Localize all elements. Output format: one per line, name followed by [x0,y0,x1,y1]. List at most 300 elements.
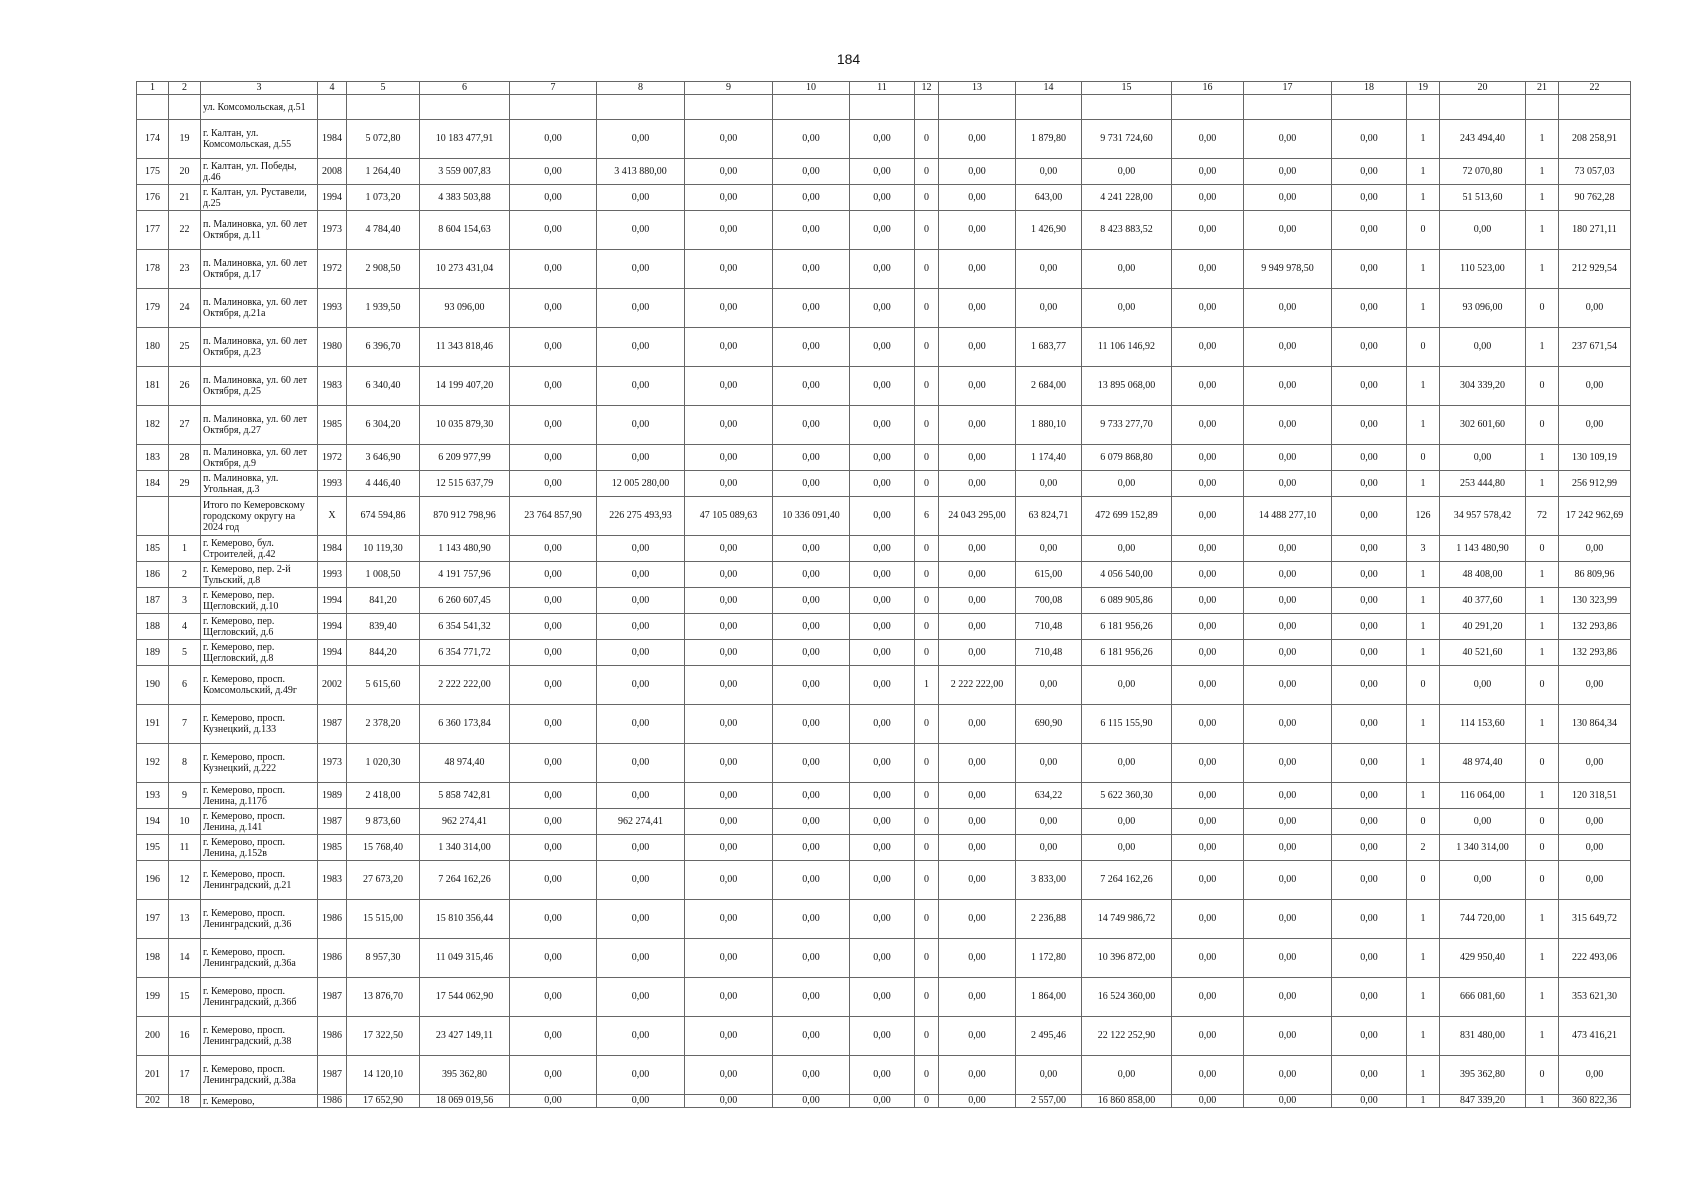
table-cell: 93 096,00 [1440,289,1526,328]
table-cell: 0,00 [1172,705,1244,744]
table-row [137,809,1631,835]
table-cell: 0,00 [1244,666,1332,705]
table-cell: 0,00 [1016,1056,1082,1095]
table-cell: 0,00 [685,588,773,614]
address-cell: п. Малиновка, ул. 60 лет Октября, д.11 [201,211,318,250]
table-cell: 1 [1526,640,1559,666]
table-cell: 1 [1526,159,1559,185]
table-cell: 73 057,03 [1559,159,1631,185]
table-cell: 40 521,60 [1440,640,1526,666]
table-cell: 186 [137,562,169,588]
address-cell: г. Кемерово, пер. 2-й Тульский, д.8 [201,562,318,588]
table-cell: 192 [137,744,169,783]
table-cell: 34 957 578,42 [1440,497,1526,536]
table-cell: 0,00 [510,120,597,159]
table-cell: 17 652,90 [347,1095,420,1108]
address-cell: п. Малиновка, ул. 60 лет Октября, д.17 [201,250,318,289]
table-cell: 0,00 [597,445,685,471]
table-cell: 180 271,11 [1559,211,1631,250]
address-cell: г. Кемерово, просп. Ленинградский, д.36 [201,900,318,939]
table-cell: 615,00 [1016,562,1082,588]
table-cell: 0 [915,536,939,562]
column-number: 10 [773,82,850,95]
table-cell: 0,00 [773,1095,850,1108]
table-cell: 0,00 [850,666,915,705]
table-cell: 15 810 356,44 [420,900,510,939]
table-cell: 27 [169,406,201,445]
table-cell: 0,00 [1172,367,1244,406]
table-cell: 0,00 [1082,289,1172,328]
table-cell: 237 671,54 [1559,328,1631,367]
table-cell: 0,00 [939,978,1016,1017]
table-cell: 130 109,19 [1559,445,1631,471]
table-cell: 0,00 [850,445,915,471]
table-cell: 0,00 [1016,809,1082,835]
table-cell: 6 360 173,84 [420,705,510,744]
table-cell: 0,00 [1332,978,1407,1017]
table-cell: 6 [169,666,201,705]
table-cell: 0,00 [773,328,850,367]
table-cell: 16 860 858,00 [1082,1095,1172,1108]
table-cell: 1 [1407,744,1440,783]
address-cell: г. Кемерово, пер. Щегловский, д.10 [201,588,318,614]
table-cell: 0,00 [1332,250,1407,289]
table-cell: 0,00 [597,1017,685,1056]
table-cell: 0,00 [510,861,597,900]
table-row [137,783,1631,809]
table-cell: 4 191 757,96 [420,562,510,588]
table-cell: 86 809,96 [1559,562,1631,588]
table-cell: 0,00 [685,445,773,471]
table-cell: 0,00 [685,1017,773,1056]
table-cell: 1 [1526,588,1559,614]
table-cell: 0,00 [1332,861,1407,900]
table-cell: 1 [1407,783,1440,809]
table-cell: 4 446,40 [347,471,420,497]
table-cell: 0,00 [510,536,597,562]
table-cell: 710,48 [1016,640,1082,666]
address-cell: г. Кемерово, просп. Комсомольский, д.49г [201,666,318,705]
table-row [137,367,1631,406]
table-cell: 0 [1526,861,1559,900]
table-cell: 0,00 [850,367,915,406]
column-number: 6 [420,82,510,95]
table-cell: 191 [137,705,169,744]
table-cell: 1 [1407,939,1440,978]
address-cell: г. Кемерово, просп. Ленина, д.152в [201,835,318,861]
table-cell: 1 [1526,705,1559,744]
table-cell: 0,00 [1172,185,1244,211]
table-cell: 0,00 [773,640,850,666]
table-cell: 10 035 879,30 [420,406,510,445]
address-cell: п. Малиновка, ул. 60 лет Октября, д.9 [201,445,318,471]
table-cell: 4 [169,614,201,640]
table-cell: 0,00 [510,939,597,978]
table-cell: 0,00 [773,445,850,471]
table-cell: 176 [137,185,169,211]
table-cell: 0,00 [1016,666,1082,705]
table-cell: 0,00 [1016,159,1082,185]
table-cell: 0,00 [685,900,773,939]
table-cell: 1 426,90 [1016,211,1082,250]
column-number: 22 [1559,82,1631,95]
table-cell: 47 105 089,63 [685,497,773,536]
table-cell [137,95,169,120]
table-cell: 8 423 883,52 [1082,211,1172,250]
table-cell: 0,00 [1440,328,1526,367]
table-row [137,588,1631,614]
address-cell: г. Кемерово, [201,1095,318,1108]
table-cell: 180 [137,328,169,367]
table-cell: 0 [915,120,939,159]
table-cell: 0,00 [1559,367,1631,406]
table-cell: 844,20 [347,640,420,666]
table-cell: 0,00 [685,809,773,835]
table-cell: 0,00 [1244,562,1332,588]
table-cell: 0,00 [597,1095,685,1108]
table-row [137,445,1631,471]
address-cell: г. Кемерово, пер. Щегловский, д.6 [201,614,318,640]
table-cell: 7 264 162,26 [1082,861,1172,900]
table-cell: 193 [137,783,169,809]
table-cell: 1 [1407,705,1440,744]
table-cell: 0,00 [1244,614,1332,640]
table-cell: 0 [915,809,939,835]
table-cell: 0,00 [685,1095,773,1108]
table-cell: 0,00 [510,211,597,250]
table-cell: 6 [915,497,939,536]
table-cell: 0,00 [685,471,773,497]
table-cell: 870 912 798,96 [420,497,510,536]
table-cell: 8 604 154,63 [420,211,510,250]
table-cell: 0,00 [850,289,915,328]
table-cell: 0,00 [850,406,915,445]
table-cell: 0,00 [773,471,850,497]
table-cell: 17 [169,1056,201,1095]
table-cell: 0 [915,744,939,783]
table-cell: 0,00 [685,939,773,978]
table-row [137,861,1631,900]
table-cell: 5 615,60 [347,666,420,705]
table-row [137,835,1631,861]
table-cell [1016,95,1082,120]
table-cell: 0,00 [1440,861,1526,900]
table-cell: 1984 [318,120,347,159]
table-cell: 4 383 503,88 [420,185,510,211]
table-cell: 0,00 [773,159,850,185]
table-cell: 0,00 [597,744,685,783]
table-cell: 21 [169,185,201,211]
table-cell: 0,00 [597,835,685,861]
table-cell: 17 544 062,90 [420,978,510,1017]
table-cell: 1 [1407,471,1440,497]
table-cell: 0,00 [773,250,850,289]
table-cell: 1 [1526,445,1559,471]
table-cell: 0 [1407,861,1440,900]
table-cell: 0,00 [510,1095,597,1108]
table-cell: 472 699 152,89 [1082,497,1172,536]
table-cell [510,95,597,120]
table-cell: 0,00 [1332,159,1407,185]
table-cell: 0,00 [773,289,850,328]
table-cell: 0,00 [850,835,915,861]
table-cell: 302 601,60 [1440,406,1526,445]
table-cell: 1 880,10 [1016,406,1082,445]
address-cell: г. Кемерово, пер. Щегловский, д.8 [201,640,318,666]
table-cell: 0,00 [597,614,685,640]
table-cell: 0,00 [510,328,597,367]
table-cell: 0,00 [939,861,1016,900]
column-number-row [137,82,1631,95]
table-cell: 1 [1526,783,1559,809]
table-cell: 304 339,20 [1440,367,1526,406]
table-row [137,185,1631,211]
table-cell: 0,00 [1559,861,1631,900]
column-number: 9 [685,82,773,95]
table-cell: 0,00 [597,861,685,900]
table-cell: 1980 [318,328,347,367]
table-cell: 1 [1407,562,1440,588]
table-cell: 0,00 [850,588,915,614]
table-cell: 3 559 007,83 [420,159,510,185]
table-cell: 15 515,00 [347,900,420,939]
table-cell: 183 [137,445,169,471]
table-cell: 13 876,70 [347,978,420,1017]
table-cell: 0,00 [685,120,773,159]
column-number: 11 [850,82,915,95]
table-cell: 132 293,86 [1559,614,1631,640]
table-cell: 28 [169,445,201,471]
table-cell: 0,00 [850,900,915,939]
table-row [137,471,1631,497]
table-cell: 8 [169,744,201,783]
table-cell: 0 [915,939,939,978]
column-number: 3 [201,82,318,95]
table-cell: 0,00 [510,471,597,497]
table-cell: 23 764 857,90 [510,497,597,536]
table-cell: 0,00 [685,367,773,406]
table-cell: 0,00 [510,1056,597,1095]
table-cell: 0,00 [1244,289,1332,328]
address-cell: г. Кемерово, просп. Кузнецкий, д.133 [201,705,318,744]
table-row [137,120,1631,159]
table-cell: 0,00 [1172,562,1244,588]
table-cell: 1994 [318,588,347,614]
table-cell: 0 [915,783,939,809]
table-cell: 0,00 [939,783,1016,809]
table-cell: 1 683,77 [1016,328,1082,367]
address-cell: г. Кемерово, просп. Ленина, д.141 [201,809,318,835]
table-cell: 0,00 [1244,536,1332,562]
table-cell: 0,00 [850,1017,915,1056]
table-cell: 10 [169,809,201,835]
table-cell: 315 649,72 [1559,900,1631,939]
table-cell: 0 [915,978,939,1017]
table-cell: 0,00 [1244,861,1332,900]
table-cell: 0,00 [1440,666,1526,705]
table-cell: 6 181 956,26 [1082,640,1172,666]
table-cell: 1 [1526,562,1559,588]
table-cell: 5 072,80 [347,120,420,159]
table-cell: 1993 [318,471,347,497]
table-cell: 0 [915,211,939,250]
table-cell: 0,00 [939,588,1016,614]
table-cell: 1972 [318,445,347,471]
table-cell: 0 [915,640,939,666]
table-cell: 0,00 [939,445,1016,471]
table-cell: 1 [1407,1017,1440,1056]
table-cell: 0 [1526,289,1559,328]
table-cell: 0 [1407,809,1440,835]
table-cell: 0,00 [1332,328,1407,367]
table-cell: 0,00 [1244,1056,1332,1095]
table-cell [773,95,850,120]
address-cell: г. Кемерово, бул. Строителей, д.42 [201,536,318,562]
table-cell: 0,00 [1082,809,1172,835]
table-cell: 1985 [318,406,347,445]
table-cell: 6 304,20 [347,406,420,445]
table-cell: 0,00 [1559,406,1631,445]
table-cell: 2 684,00 [1016,367,1082,406]
table-cell: 1 073,20 [347,185,420,211]
table-cell: 744 720,00 [1440,900,1526,939]
table-cell: 0,00 [597,211,685,250]
address-cell: п. Малиновка, ул. Угольная, д.3 [201,471,318,497]
table-cell: X [318,497,347,536]
table-cell [1526,95,1559,120]
table-cell: 2002 [318,666,347,705]
table-cell: 3 [169,588,201,614]
table-cell: 0,00 [1244,809,1332,835]
table-cell: 0,00 [1559,1056,1631,1095]
table-cell: 0,00 [773,185,850,211]
table-cell: 0,00 [939,367,1016,406]
table-cell: 199 [137,978,169,1017]
table-cell: 839,40 [347,614,420,640]
table-cell: 2 222 222,00 [939,666,1016,705]
table-cell: 256 912,99 [1559,471,1631,497]
table-cell: 0 [1407,445,1440,471]
table-cell: 0,00 [1332,1017,1407,1056]
table-cell: 0,00 [1082,536,1172,562]
table-cell: 0,00 [1332,640,1407,666]
table-cell: 190 [137,666,169,705]
column-number: 5 [347,82,420,95]
table-cell: 1 340 314,00 [420,835,510,861]
table-cell: 130 323,99 [1559,588,1631,614]
table-cell: 1993 [318,562,347,588]
table-cell: 0,00 [685,406,773,445]
table-cell: 0,00 [939,705,1016,744]
table-cell: 0,00 [1172,1095,1244,1108]
table-cell: 0,00 [1244,159,1332,185]
column-number: 2 [169,82,201,95]
table-cell: 0,00 [1172,120,1244,159]
table-cell [1559,95,1631,120]
table-cell: 0,00 [939,328,1016,367]
table-cell: 48 408,00 [1440,562,1526,588]
table-cell: 4 784,40 [347,211,420,250]
table-cell: 5 858 742,81 [420,783,510,809]
table-cell: 0,00 [1559,289,1631,328]
table-cell: 0 [915,445,939,471]
table-cell: 0,00 [939,900,1016,939]
table-row [137,289,1631,328]
table-cell: 0 [915,588,939,614]
table-cell: 0,00 [1332,783,1407,809]
table-cell: 0,00 [773,120,850,159]
table-cell: 0,00 [1332,367,1407,406]
table-cell: 0,00 [1332,497,1407,536]
table-cell: 0,00 [597,367,685,406]
table-cell: 175 [137,159,169,185]
table-cell: 0,00 [773,588,850,614]
address-cell: г. Кемерово, просп. Ленинградский, д.38а [201,1056,318,1095]
table-cell: 0,00 [773,744,850,783]
total-row [137,497,1631,536]
table-cell: 201 [137,1056,169,1095]
address-cell: г. Кемерово, просп. Кузнецкий, д.222 [201,744,318,783]
table-cell: 0,00 [939,406,1016,445]
table-cell: 243 494,40 [1440,120,1526,159]
table-cell: 0 [915,562,939,588]
table-cell: 1 [1407,289,1440,328]
table-cell: 24 [169,289,201,328]
table-cell: 1 [1407,1056,1440,1095]
column-number: 7 [510,82,597,95]
table-cell: 0,00 [1332,289,1407,328]
table-cell: 0,00 [1332,185,1407,211]
table-cell: 0,00 [1016,536,1082,562]
table-cell: 6 396,70 [347,328,420,367]
table-cell: 0,00 [773,367,850,406]
table-cell: 132 293,86 [1559,640,1631,666]
table-cell: 0,00 [850,562,915,588]
table-cell: 1 879,80 [1016,120,1082,159]
table-cell: 0,00 [1440,809,1526,835]
table-cell: 1 [1407,406,1440,445]
table-cell: 14 199 407,20 [420,367,510,406]
table-cell: 72 [1526,497,1559,536]
table-cell: 0,00 [1016,744,1082,783]
table-cell: 0,00 [850,497,915,536]
table-cell: 11 106 146,92 [1082,328,1172,367]
table-row [137,614,1631,640]
table-cell: 0 [915,471,939,497]
table-cell: 0,00 [1332,562,1407,588]
table-cell: 0,00 [1332,588,1407,614]
table-cell: 0,00 [773,809,850,835]
table-cell: 0,00 [1172,939,1244,978]
table-cell: 1 [1526,250,1559,289]
table-cell: 0,00 [685,250,773,289]
table-cell: 0,00 [1440,211,1526,250]
table-cell: 0,00 [773,1017,850,1056]
table-cell: 0,00 [1172,445,1244,471]
table-cell: 0,00 [510,978,597,1017]
table-cell: 110 523,00 [1440,250,1526,289]
table-cell [850,95,915,120]
table-cell: 0,00 [597,640,685,666]
table-cell: 0,00 [1172,250,1244,289]
table-cell: 0,00 [939,562,1016,588]
table-cell: 0,00 [773,835,850,861]
table-cell: 22 [169,211,201,250]
table-cell [318,95,347,120]
table-row [137,328,1631,367]
table-cell: 0,00 [685,328,773,367]
table-cell: 0,00 [1172,666,1244,705]
